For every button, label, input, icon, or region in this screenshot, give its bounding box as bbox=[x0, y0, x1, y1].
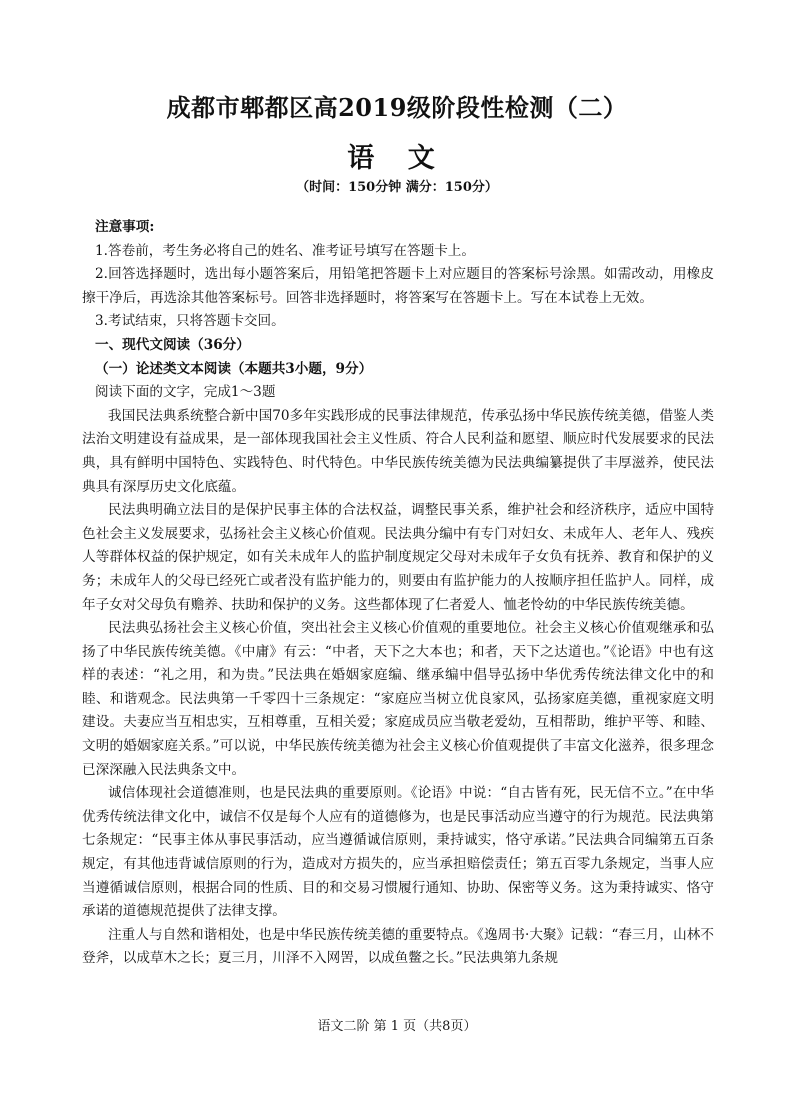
section-heading: 一、现代文阅读（36分） bbox=[95, 336, 250, 353]
passage-paragraph: 诚信体现社会道德准则，也是民法典的重要原则。《论语》中说：“自古皆有死，民无信不立。”在中华优秀传统法律文化中，诚信不仅是每个人应有的道德修为，也是民事活动应当遵守的行为规范。民法典第七条规定：“民事主体从事民事活动，应当遵循诚信原则，秉持诚实，恪守承诺。”民法典合同编第五百条规定，有其他违背诚信原则的行为，造成对方损失的，应当承担赔偿责任；第五百零九条规定，当事人应当遵循诚信原则，根据合同的性质、目的和交易习惯履行通知、协助、保密等义务。这为秉持诚实、恪守承诺的道德规范提供了法律支撑。 bbox=[82, 785, 714, 920]
notice-item: 2.回答选择题时，选出每小题答案后，用铅笔把答题卡上对应题目的答案标号涂黑。如需改动，用橡皮擦干净后，再选涂其他答案标号。回答非选择题时，将答案写在答题卡上。写在本试卷上无效。 bbox=[82, 266, 714, 306]
notice-item: 1.答卷前，考生务必将自己的姓名、准考证号填写在答题卡上。 bbox=[95, 242, 475, 259]
subject-title: 语 文 bbox=[347, 143, 447, 174]
time-score-info: （时间：150分钟 满分：150分） bbox=[296, 180, 498, 195]
passage-paragraph: 我国民法典系统整合新中国70多年实践形成的民事法律规范，传承弘扬中华民族传统美德，借鉴人类法治文明建设有益成果，是一部体现我国社会主义性质、符合人民利益和愿望、顺应时代发展要求的民法典，具有鲜明中国特色、实践特色、时代特色。中华民族传统美德为民法典编纂提供了丰厚滋养，使民法典具有深厚历史文化底蕴。 bbox=[82, 407, 714, 495]
exam-body bbox=[82, 216, 714, 971]
passage-paragraph: 民法典明确立法目的是保护民事主体的合法权益，调整民事关系，维护社会和经济秩序，适应中国特色社会主义发展要求，弘扬社会主义核心价值观。民法典分编中有专门对妇女、未成年人、老年人、残疾人等群体权益的保护规定，如有关未成年人的监护制度规定父母对未成年子女负有抚养、教育和保护的义务；未成年人的父母已经死亡或者没有监护能力的，则要由有监护能力的人按顺序担任监护人。同样，成年子女对父母负有赡养、扶助和保护的义务。这些都体现了仁者爱人、恤老怜幼的中华民族传统美德。 bbox=[82, 502, 714, 613]
notice-item: 3.考试结束，只将答题卡交回。 bbox=[95, 313, 285, 330]
notice-heading: 注意事项: bbox=[95, 219, 155, 235]
passage-paragraph: 注重人与自然和谐相处，也是中华民族传统美德的重要特点。《逸周书·大聚》记载：“春三月，山林不登斧，以成草木之长；夏三月，川泽不入网罟，以成鱼鳖之长。”民法典第九条规 bbox=[82, 926, 714, 967]
reading-instruction: 阅读下面的文字，完成1～3题 bbox=[95, 384, 276, 401]
exam-title: 成都市郫都区高2019级阶段性检测（二） bbox=[166, 93, 628, 122]
page-footer: 语文二阶 第 1 页（共8页） bbox=[317, 1019, 477, 1034]
passage-paragraph: 民法典弘扬社会主义核心价值，突出社会主义核心价值观的重要地位。社会主义核心价值观继承和弘扬了中华民族传统美德。《中庸》有云：“中者，天下之大本也；和者，天下之达道也。”《论语》中也有这样的表述：“礼之用，和为贵。”民法典在婚姻家庭编、继承编中倡导弘扬中华优秀传统法律文化中的和睦、和谐观念。民法典第一千零四十三条规定：“家庭应当树立优良家风，弘扬家庭美德，重视家庭文明建设。夫妻应当互相忠实，互相尊重，互相关爱；家庭成员应当敬老爱幼，互相帮助，维护平等、和睦、文明的婚姻家庭关系。”可以说，中华民族传统美德为社会主义核心价值观提供了丰富文化滋养，很多理念已深深融入民法典条文中。 bbox=[82, 620, 714, 778]
sub-section-heading: （一）论述类文本阅读（本题共3小题，9分） bbox=[95, 360, 373, 377]
